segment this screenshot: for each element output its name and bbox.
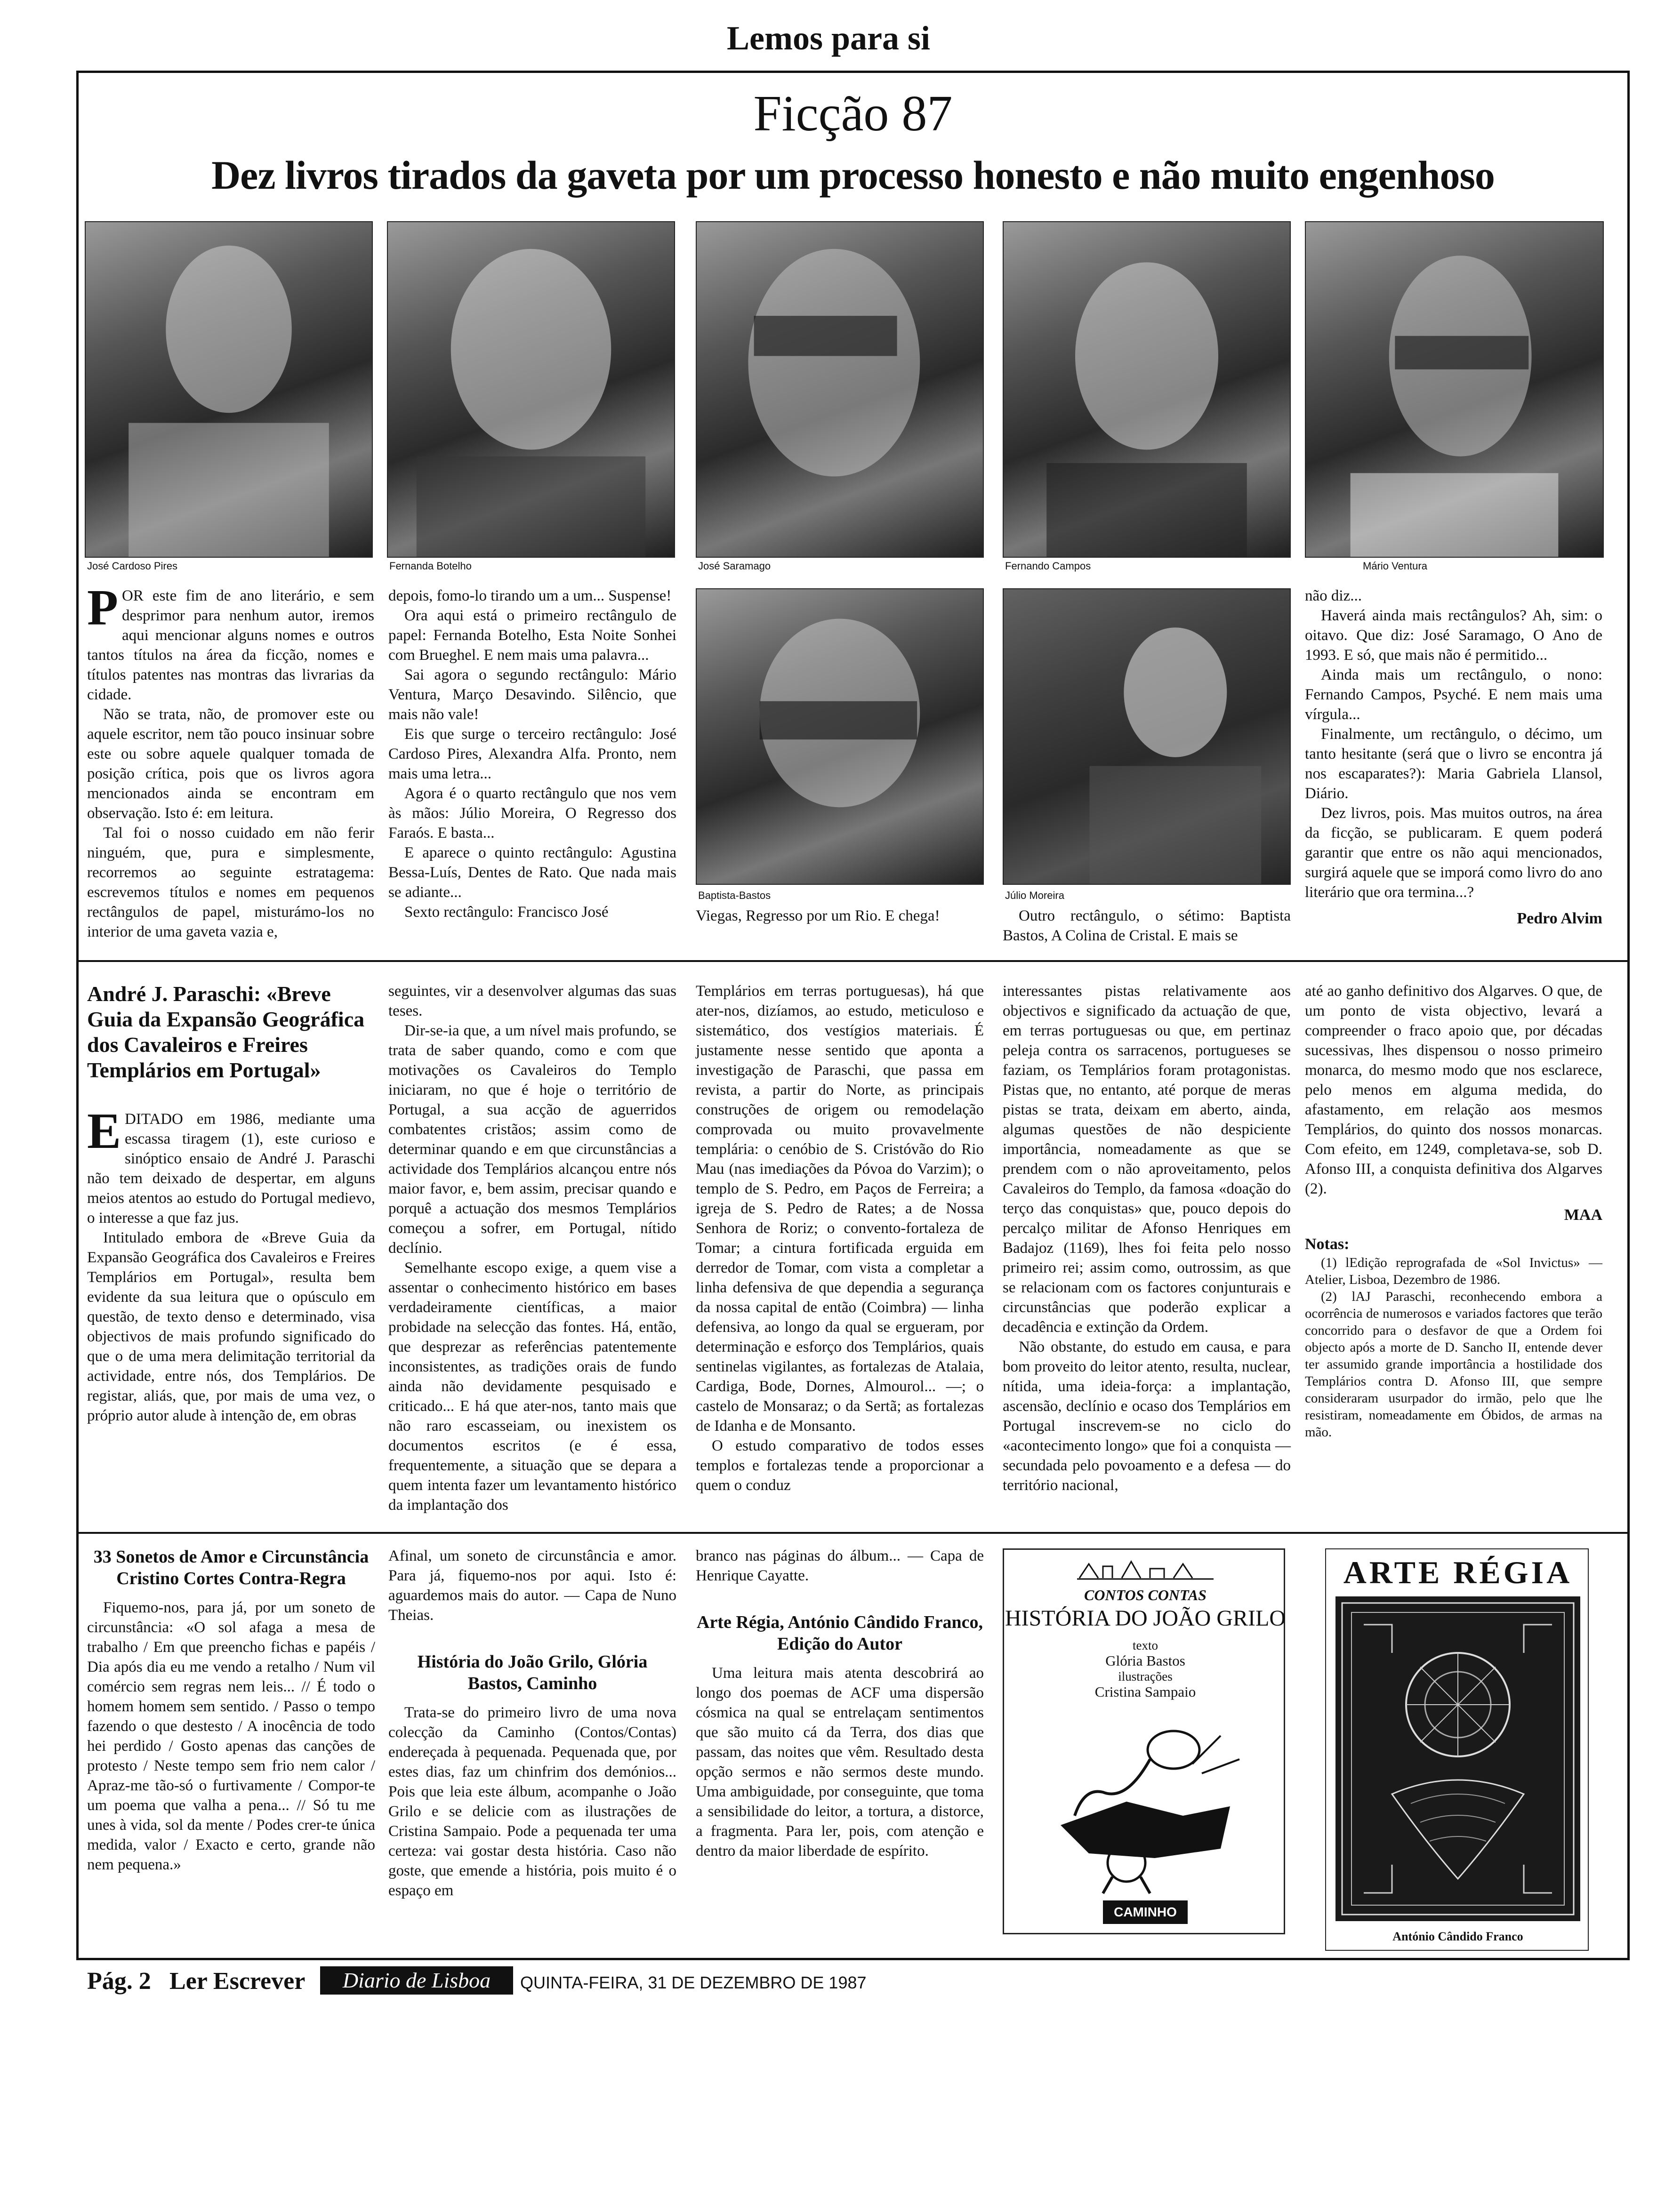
- castle-illustration-icon: [1075, 1555, 1216, 1583]
- cover-author: António Cândido Franco: [1392, 1930, 1523, 1943]
- article-column: [696, 981, 984, 1495]
- paragraph: Fiquemo-nos, para já, por um soneto de circunstância: «O sol afaga a mesa de trabalho / Em que preencho fichas e papéis / Dia após dia eu me vendo a retalho / Num vil comércio sem regras nem leis... // É todo o homem homem sem sentido. / Passo o tempo fazendo o que destesto / A inocência de todo hei perdido / Gosto apenas das canções de protesto / Neste tempo sem frio nem calor / Apraz-me tão-só o furtivamente / Compor-te um poema que valha a pena... // Só tu me unes à vida, sol da mente / Podes crer-te única medida, valor / Exacto e certo, grande não nem pequena.»: [87, 1599, 375, 1873]
- footnote: (1) lEdição reprografada de «Sol Invictus» — Atelier, Lisboa, Dezembro de 1986.: [1305, 1255, 1602, 1287]
- paragraph: DITADO em 1986, mediante uma escassa tiragem (1), este curioso e sinóptico ensaio de André J. Paraschi não tem deixado de despertar, em alguns meios atentos ao estudo do Portugal medievo, o interesse a que faz jus.: [87, 1111, 375, 1226]
- paragraph: Semelhante escopo exige, a quem vise a assentar o conhecimento histórico em bases verdadeiramente científicas, a maior probidade na selecção das fontes. Há, então, que desprezar as referências patentemente inconsistentes, as tradições orais de fundo ainda não devidamente pesquisado e criticado... E há que ater-nos, tanto mais que não raro escasseiam, ou inexistem os documentos escritos (e é essa, frequentemente, a situação que se depara a quem intenta fazer um levantamento histórico da implantação dos: [388, 1259, 676, 1514]
- photo-caption: José Saramago: [698, 560, 771, 572]
- photo-caption: Mário Ventura: [1363, 560, 1427, 572]
- paragraph: Dir-se-ia que, a um nível mais profundo, se trata de saber quando, como e com que motivações os Cavaleiros do Templo iniciaram, no que é hoje o território de Portugal, a sua acção de aguerridos combatentes cristãos; assim como de determinar quando e em que circunstâncias a actividade dos Templários alcançou entre nós maior favor, e, bem assim, precisar quando e porquê a actuação dos mesmos Templários começou a sofrer, em Portugal, nítido declínio.: [388, 1022, 676, 1257]
- paragraph: Não se trata, não, de promover este ou aquele escritor, nem tão pouco insinuar sobre este ou sobre aquele qualquer tomada de posição crítica, pois que os livros agora mencionados ainda se encontram em observação. Isto é: em leitura.: [87, 706, 374, 822]
- drop-cap: E: [87, 1103, 121, 1159]
- section-name: Ler Escrever: [169, 1968, 306, 1995]
- paragraph: OR este fim de ano literário, e sem desprimor para nenhum autor, iremos aqui mencionar alguns nomes e outros tantos títulos na área da ficção, nomes e títulos patentes nas montras das livrarias da cidade.: [87, 587, 374, 703]
- issue-date: QUINTA-FEIRA, 31 DE DEZEMBRO DE 1987: [520, 1973, 867, 1992]
- paragraph: seguintes, vir a desenvolver algumas das suas teses.: [388, 983, 676, 1019]
- paragraph: Haverá ainda mais rectângulos? Ah, sim: o oitavo. Que diz: José Saramago, O Ano de 1993. E só, que mais não é permitido...: [1305, 607, 1602, 664]
- page-number: Pág. 2: [87, 1968, 151, 1995]
- paragraph: Sexto rectângulo: Francisco José: [404, 904, 609, 921]
- review-title: História do João Grilo, Glória Bastos, Caminho: [417, 1652, 648, 1693]
- author-photo: [696, 588, 984, 885]
- review-column: [87, 1546, 375, 1875]
- section-title: Lemos para si: [727, 19, 930, 57]
- paragraph: Ora aqui está o primeiro rectângulo de papel: Fernanda Botelho, Esta Noite Sonhei com Brueghel. E nem mais uma palavra...: [388, 607, 676, 664]
- paragraph: Viegas, Regresso por um Rio. E chega!: [696, 907, 940, 924]
- paragraph: depois, fomo-lo tirando um a um... Suspense!: [388, 587, 672, 604]
- paragraph: Intitulado embora de «Breve Guia da Expansão Geográfica dos Cavaleiros e Freires Templários em Portugal», resulta bem evidente da sua leitura que o opúsculo em questão, de texto denso e determinado, visa objectivos de mais profundo significado do que o de uma mera delimitação territorial da actividade, entre nós, dos Templários. De registar, aliás, que, por mais de uma vez, o próprio autor alude à intenção de, em obras: [87, 1229, 375, 1424]
- photo-caption: Baptista-Bastos: [698, 890, 771, 901]
- paragraph: Trata-se do primeiro livro de uma nova colecção da Caminho (Contos/Contas) endereçada à pequenada. Pequenada que, por estes dias, faz um chinfrim dos demónios... Pois que leia este álbum, acompanhe o João Grilo e se delicie com as ilustrações de Cristina Sampaio. Pode a pequenada ter uma certeza: vai gostar desta história. Caso não goste, que emende a história, pois muito é o espaço em: [388, 1704, 676, 1899]
- article-column: [388, 586, 676, 922]
- cover-author: Glória Bastos: [1105, 1652, 1185, 1669]
- author-photo: [696, 221, 984, 558]
- book-cover-arte-regia: [1325, 1548, 1589, 1951]
- section-divider: [76, 960, 1630, 962]
- paragraph: Finalmente, um rectângulo, o décimo, um tanto hesitante (será que o livro se encontra já nos escaparates?): Maria Gabriela Llansol, Diário.: [1305, 726, 1602, 802]
- article-headline: Dez livros tirados da gaveta por um processo honesto e não muito engenhoso: [211, 152, 1495, 198]
- notes-heading: Notas:: [1305, 1235, 1350, 1253]
- review-column: [388, 1546, 676, 1900]
- cover-credit: texto: [1133, 1638, 1158, 1652]
- article-column: [87, 580, 374, 942]
- byline: Pedro Alvim: [1517, 910, 1602, 927]
- drop-cap: P: [87, 580, 118, 636]
- cover-title: ARTE RÉGIA: [1343, 1555, 1573, 1590]
- photo-caption: Fernando Campos: [1005, 560, 1091, 572]
- paragraph: Tal foi o nosso cuidado em não ferir ninguém, que, pura e simplesmente, recorremos ao seguinte estratagema: escrevemos títulos e nomes em pequenos rectângulos de papel, misturámo-los no interior de uma gaveta vazia e,: [87, 825, 374, 940]
- paragraph: O estudo comparativo de todos esses templos e fortalezas tende a proporcionar a quem o conduz: [696, 1437, 984, 1494]
- paragraph: E aparece o quinto rectângulo: Agustina Bessa-Luís, Dentes de Rato. Que nada mais se adiante...: [388, 844, 676, 901]
- author-photo: [1305, 221, 1604, 558]
- author-photo: [1003, 588, 1291, 885]
- paragraph: Afinal, um soneto de circunstância e amor. Para já, fiquemo-nos por aqui. Isto é: aguardemos mais do autor. — Capa de Nuno Theias.: [388, 1547, 676, 1624]
- author-photo: [1003, 221, 1291, 558]
- ornamental-engraving-icon: [1335, 1596, 1580, 1921]
- review-title: 33 Sonetos de Amor e Circunstância Cristino Cortes Contra-Regra: [93, 1547, 369, 1588]
- paragraph: Eis que surge o terceiro rectângulo: José Cardoso Pires, Alexandra Alfa. Pronto, nem mais uma letra...: [388, 726, 676, 782]
- article-column: [1003, 981, 1291, 1495]
- article-column: [87, 981, 375, 1426]
- paragraph: Dez livros, pois. Mas muitos outros, na área da ficção, se publicaram. E quem poderá garantir que entre os não aqui mencionados, surgirá aquele que se imporá como livro do ano literário que ora termina...?: [1305, 805, 1602, 901]
- photo-caption: Júlio Moreira: [1005, 890, 1064, 901]
- footnote: (2) lAJ Paraschi, reconhecendo embora a ocorrência de numerosos e variados factores que terão concorrido para o desfavor de que a Ordem foi objecto após a morte de D. Sancho II, entende dever ter assumido grande importância a hostilidade dos Templários contra D. Afonso III, que sempre consideraram usurpador do irmão, pelo que lhe resistiram, nomeadamente em Óbidos, de armas na mão.: [1305, 1289, 1602, 1440]
- masthead-logo: Diario de Lisboa: [320, 1966, 513, 1995]
- book-cover-joao-grilo: [1003, 1548, 1285, 1934]
- paragraph: branco nas páginas do álbum... — Capa de Henrique Cayatte.: [696, 1547, 984, 1584]
- byline: MAA: [1564, 1206, 1602, 1224]
- article-title: André J. Paraschi: «Breve Guia da Expansão Geográfica dos Cavaleiros e Freires Templários em Portugal»: [87, 982, 365, 1082]
- article-column: [388, 981, 676, 1515]
- article-column: [696, 906, 984, 926]
- photo-caption: José Cardoso Pires: [87, 560, 177, 572]
- paragraph: Sai agora o segundo rectângulo: Mário Ventura, Março Desavindo. Silêncio, que mais não vale!: [388, 666, 676, 723]
- article-column: [1305, 981, 1602, 1441]
- article-column: [1003, 906, 1291, 946]
- cover-credit: ilustrações: [1118, 1669, 1173, 1683]
- paragraph: Templários em terras portuguesas), há que ater-nos, dizíamos, ao estudo, meticuloso e sistemático, dos vestígios materiais. É justamente nesse sentido que aponta a investigação de Paraschi, que passa em revista, a partir do Norte, as principais construções de origem ou remodelação comprovada ou muito provavelmente templária: o cenóbio de S. Cristóvão do Rio Mau (nas imediações da Póvoa do Varzim); o templo de S. Pedro, em Paços de Ferreira; a igreja de S. Pedro de Rates; a de Nossa Senhora de Roriz; o convento-fortaleza de Tomar; a cintura fortificada erguida em derredor de Tomar, com vista a completar a linha defensiva de que dependia a segurança da nossa capital de então (Coimbra) — linha defensiva, ao longo da qual se ergueram, por determinação e esforço dos Templários, quais sentinelas vigilantes, as fortalezas de Atalaia, Cardiga, Bode, Dornes, Almourol... —; o castelo de Monsaraz; o da Sertã; as fortalezas de Idanha e de Monsanto.: [696, 983, 984, 1435]
- photo-caption: Fernanda Botelho: [389, 560, 472, 572]
- cover-illustrator: Cristina Sampaio: [1094, 1683, 1196, 1700]
- review-column: [696, 1546, 984, 1861]
- publisher-logo: CAMINHO: [1103, 1900, 1188, 1924]
- paragraph: até ao ganho definitivo dos Algarves. O que, de um ponto de vista objectivo, levará a compreender o fraco apoio que, por décadas sucessivas, lhes dispensou o nosso primeiro monarca, do mesmo modo que nos esclarece, pelo menos em alguma medida, do afastamento, em relação aos mesmos Templários, do quinto dos nossos monarcas. Com efeito, em 1249, completava-se, sob D. Afonso III, a conquista definitiva dos Algarves (2).: [1305, 983, 1602, 1197]
- section-divider: [76, 1532, 1630, 1534]
- paragraph: Ainda mais um rectângulo, o nono: Fernando Campos, Psyché. E nem mais uma vírgula...: [1305, 666, 1602, 723]
- paragraph: Uma leitura mais atenta descobrirá ao longo dos poemas de ACF uma dispersão cósmica na qual se entrelaçam sentimentos que são muito cá da Terra, dos dias que passam, das noites que vêm. Resultado desta opção sermos e não sermos deste mundo. Uma ambiguidade, por conseguinte, que toma a sensibilidade do leitor, a tortura, a distorce, a fragmenta. Para ler, pois, com atenção e dentro da maior liberdade de espírito.: [696, 1665, 984, 1859]
- article-column: [1305, 586, 1602, 929]
- paragraph: interessantes pistas relativamente aos objectivos e significado da actuação de que, em terras portuguesas ou que, em pertinaz peleja contra os sarracenos, portugueses se faziam, os Templários foram protagonistas. Pistas que, no entanto, até porque de meras pistas se trata, deixam em aberto, ainda, algumas questões de não despiciente importância, nomeadamente as que se prendem com o não aproveitamento, pelos Cavaleiros do Templo, da famosa «doação do terço das conquistas» que, pouco depois do percalço militar de Afonso Henriques em Badajoz (1169), lhes foi feita pelo nosso primeiro rei; assim como, outrossim, as que se relacionam com os factores conjunturais e circunstâncias que poderão explicar a decadência e extinção da Ordem.: [1003, 983, 1291, 1336]
- review-title: Arte Régia, António Cândido Franco, Edição do Autor: [697, 1612, 983, 1654]
- author-photo: [387, 221, 675, 558]
- series-name: CONTOS CONTAS: [1084, 1587, 1207, 1603]
- paragraph: Outro rectângulo, o sétimo: Baptista Bastos, A Colina de Cristal. E mais se: [1003, 907, 1291, 944]
- article-kicker: Ficção 87: [753, 86, 953, 142]
- paragraph: não diz...: [1305, 587, 1362, 604]
- paragraph: Não obstante, do estudo em causa, e para bom proveito do leitor atento, resulta, nuclear, nítida, uma ideia-força: a implantação, ascensão, declínio e ocaso dos Templários em Portugal inscrevem-se no ciclo do «acontecimento longo» que foi a conquista — secundada pelo povoamento e a defesa — do território nacional,: [1003, 1338, 1291, 1494]
- author-photo: [85, 221, 373, 558]
- cartoon-illustration-icon: [1032, 1707, 1258, 1896]
- paragraph: Agora é o quarto rectângulo que nos vem às mãos: Júlio Moreira, O Regresso dos Faraós. E basta...: [388, 785, 676, 842]
- cover-title: HISTÓRIA DO JOÃO GRILO: [1005, 1606, 1286, 1631]
